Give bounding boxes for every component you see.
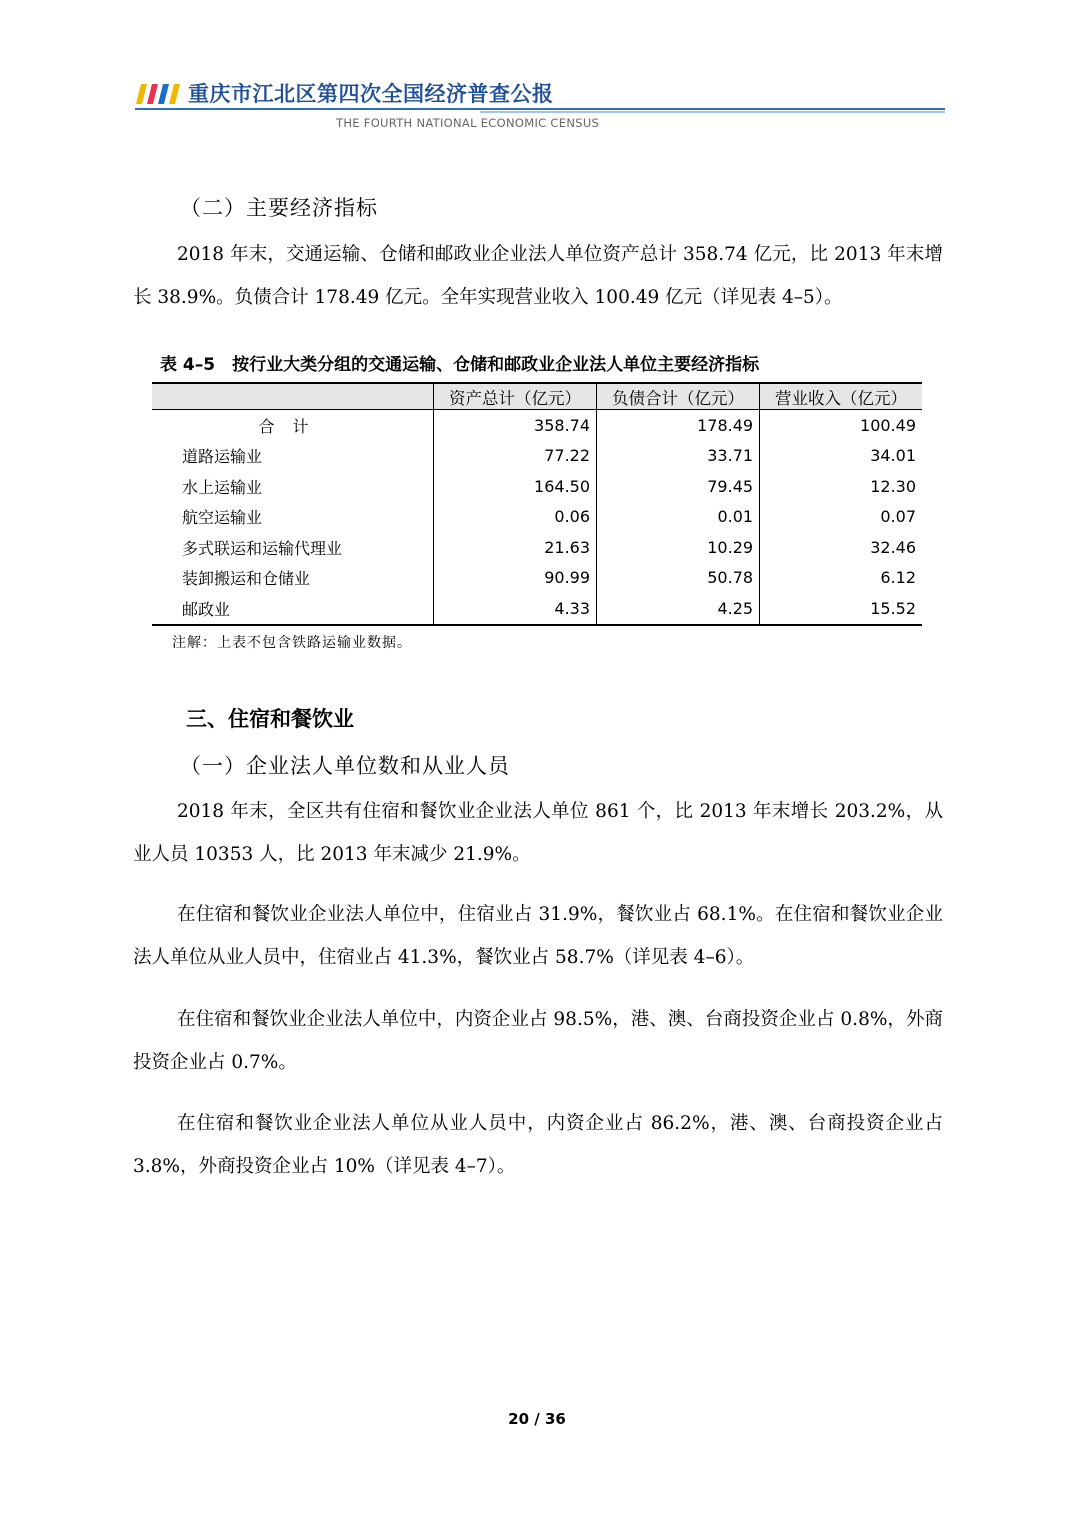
- cell-value: 4.25: [597, 593, 760, 625]
- page-number: 20 / 36: [508, 1410, 566, 1428]
- cell-value: 12.30: [760, 471, 922, 502]
- table-row: [152, 502, 922, 533]
- cell-value: 0.01: [597, 502, 760, 533]
- report-logo: [135, 82, 181, 106]
- column-header: 资产总计（亿元）: [434, 383, 597, 410]
- header-title: 重庆市江北区第四次全国经济普查公报: [188, 81, 554, 106]
- cell-value: 32.46: [760, 532, 922, 563]
- paragraph: 2018 年末，交通运输、仓储和邮政业企业法人单位资产总计 358.74 亿元，比 2013 年末增长 38.9%。负债合计 178.49 亿元。全年实现营业收入 100.49 亿元（详见表 4–5）。: [133, 244, 943, 308]
- table-caption: 表 4–5 按行业大类分组的交通运输、仓储和邮政业企业法人单位主要经济指标: [160, 355, 760, 375]
- header-subtitle: THE FOURTH NATIONAL ECONOMIC CENSUS: [336, 116, 600, 130]
- cell-value: 15.52: [760, 593, 922, 625]
- cell-value: 178.49: [597, 410, 760, 441]
- table-header-row: [152, 383, 922, 410]
- cell-value: 50.78: [597, 563, 760, 594]
- row-label: 邮政业: [152, 593, 434, 625]
- data-table: [152, 382, 922, 626]
- section-subheading: （一）企业法人单位数和从业人员: [180, 754, 510, 778]
- cell-value: 90.99: [434, 563, 597, 594]
- row-label: 航空运输业: [182, 508, 263, 528]
- column-header: [152, 383, 434, 410]
- column-header: 营业收入（亿元）: [760, 383, 922, 410]
- cell-value: 21.63: [434, 532, 597, 563]
- header-divider-accent: [480, 111, 945, 113]
- section-subheading: （二）主要经济指标: [180, 196, 378, 220]
- header-divider: [135, 108, 945, 110]
- cell-value: 100.49: [760, 410, 922, 441]
- table-row-total: [152, 410, 922, 441]
- cell-value: 10.29: [597, 532, 760, 563]
- cell-value: 77.22: [434, 441, 597, 472]
- table-row: [152, 593, 922, 625]
- paragraph: 在住宿和餐饮业企业法人单位中，住宿业占 31.9%，餐饮业占 68.1%。在住宿和餐饮业企业法人单位从业人员中，住宿业占 41.3%，餐饮业占 58.7%（详见表 4–6）。: [133, 904, 943, 968]
- table-row: [152, 563, 922, 594]
- cell-value: 34.01: [760, 441, 922, 472]
- cell-value: 358.74: [434, 410, 597, 441]
- paragraph: 在住宿和餐饮业企业法人单位从业人员中，内资企业占 86.2%，港、澳、台商投资企业占 3.8%，外商投资企业占 10%（详见表 4–7）。: [133, 1113, 943, 1177]
- table-row: [152, 532, 922, 563]
- table-row: [152, 441, 922, 472]
- table-note: 注解：上表不包含铁路运输业数据。: [172, 635, 412, 651]
- cell-value: 33.71: [597, 441, 760, 472]
- paragraph: 在住宿和餐饮业企业法人单位中，内资企业占 98.5%，港、澳、台商投资企业占 0.8%，外商投资企业占 0.7%。: [133, 1009, 943, 1073]
- cell-value: 164.50: [434, 471, 597, 502]
- cell-value: 4.33: [434, 593, 597, 625]
- cell-value: 0.07: [760, 502, 922, 533]
- row-label: 道路运输业: [182, 447, 263, 467]
- row-label: 装卸搬运和仓储业: [182, 569, 311, 589]
- cell-value: 0.06: [434, 502, 597, 533]
- paragraph: 2018 年末，全区共有住宿和餐饮业企业法人单位 861 个，比 2013 年末增长 203.2%，从业人员 10353 人，比 2013 年末减少 21.9%。: [133, 801, 943, 865]
- table-row: [152, 471, 922, 502]
- row-label: 合计: [258, 416, 327, 436]
- cell-value: 79.45: [597, 471, 760, 502]
- cell-value: 6.12: [760, 563, 922, 594]
- column-header: 负债合计（亿元）: [597, 383, 760, 410]
- row-label: 水上运输业: [182, 477, 263, 497]
- row-label: 多式联运和运输代理业: [182, 538, 343, 558]
- section-heading: 三、住宿和餐饮业: [186, 707, 354, 731]
